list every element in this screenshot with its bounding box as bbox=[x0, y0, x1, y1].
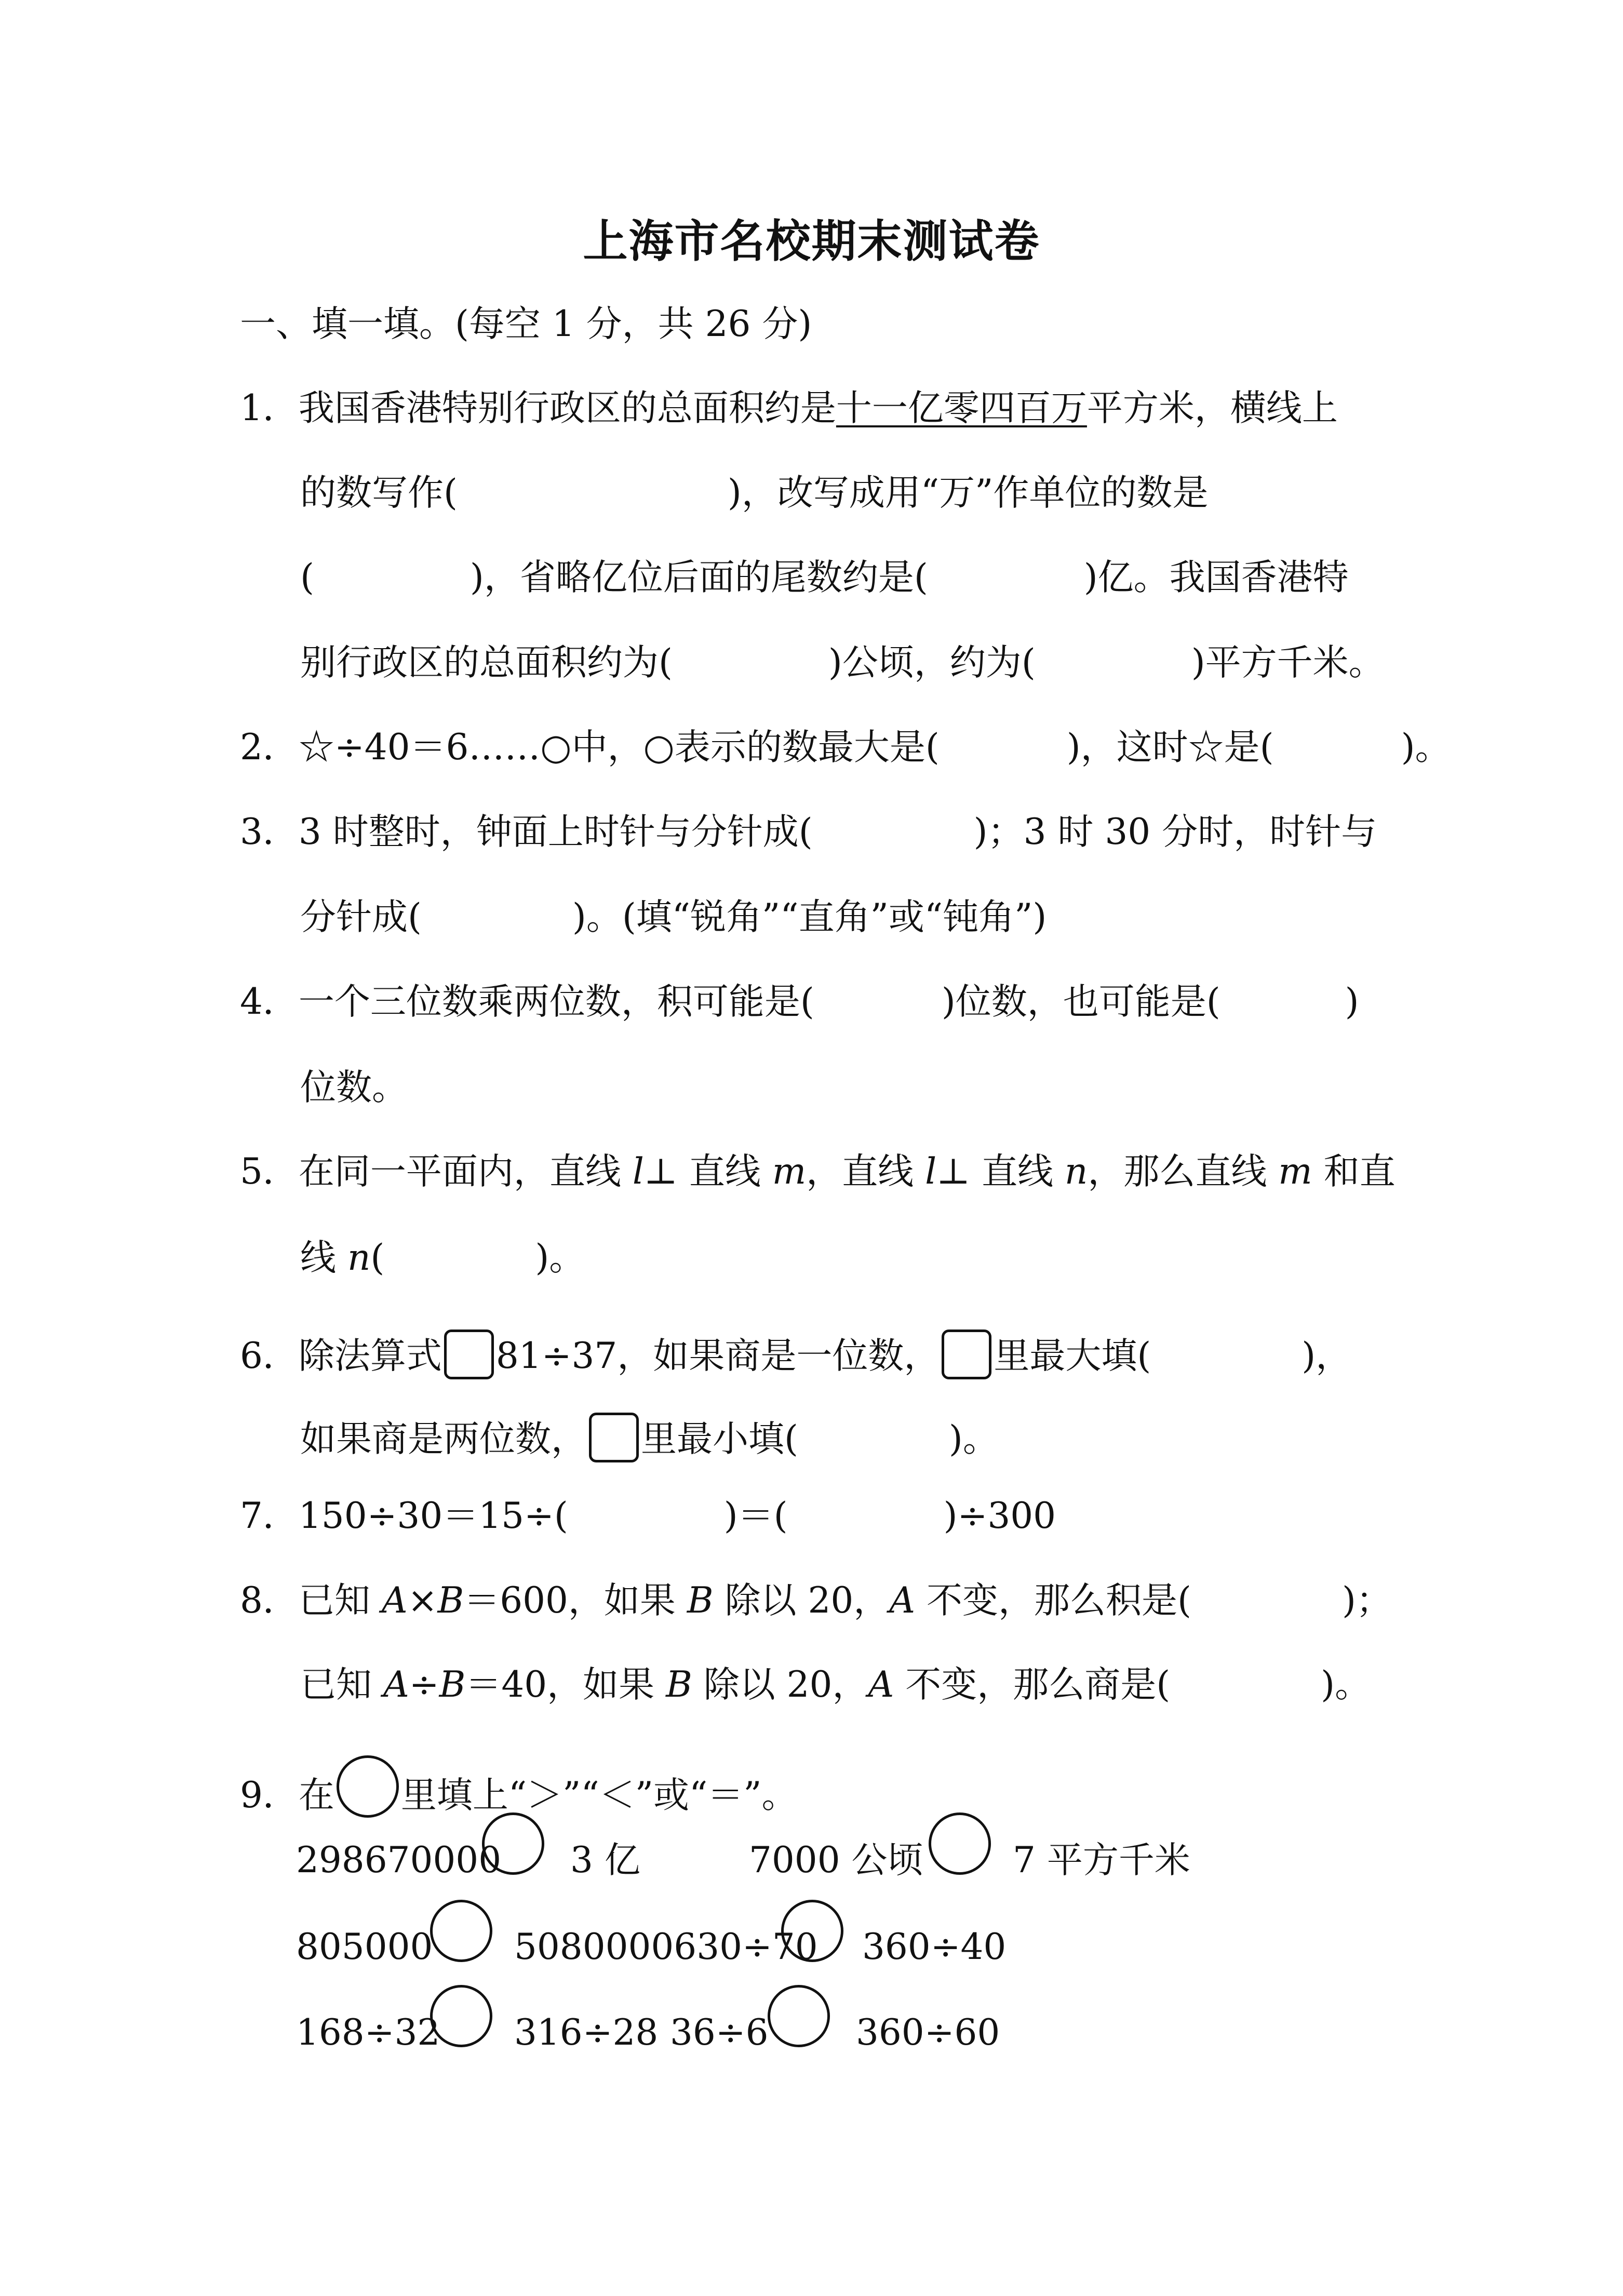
page-title: 上海市名校期末测试卷 bbox=[583, 216, 1040, 267]
question-number: 9． bbox=[240, 1775, 299, 1816]
question-6-line-1: 6．除法算式 81÷37，如果商是一位数， 里最大填( )， bbox=[240, 1330, 1351, 1379]
question-3-line-2: 分针成( )。(填“锐角”“直角”或“钝角”) bbox=[300, 896, 1047, 938]
digit-box bbox=[589, 1413, 639, 1462]
section-heading: 一、填一填。(每空 1 分，共 26 分) bbox=[240, 303, 812, 345]
compare-left: 168÷32 bbox=[296, 2012, 440, 2053]
question-number: 4． bbox=[240, 981, 299, 1023]
question-2: 2．☆÷40＝6……○中，○表示的数最大是( )，这时☆是( )。 bbox=[240, 727, 1451, 768]
question-number: 5． bbox=[240, 1151, 299, 1192]
compare-circle[interactable] bbox=[929, 1812, 991, 1875]
digit-box bbox=[444, 1330, 494, 1379]
question-1-line-4: 别行政区的总面积约为( )公顷，约为( )平方千米。 bbox=[300, 642, 1385, 683]
question-3-line-1: 3．3 时整时，钟面上时针与分针成( )；3 时 30 分时，时针与 bbox=[240, 811, 1377, 853]
compare-right: 316÷28 bbox=[514, 2012, 659, 2053]
question-number: 8． bbox=[240, 1580, 299, 1621]
question-1-line-1: 1．我国香港特别行政区的总面积约是十一亿零四百万平方米，横线上 bbox=[240, 387, 1338, 429]
question-number: 1． bbox=[240, 387, 299, 429]
question-1-line-3: ( )，省略亿位后面的尾数约是( )亿。我国香港特 bbox=[300, 557, 1349, 598]
question-6-line-2: 如果商是两位数， 里最小填( )。 bbox=[300, 1413, 999, 1462]
compare-right: 360÷40 bbox=[862, 1926, 1007, 1968]
compare-right: 5080000630÷70 bbox=[514, 1926, 818, 1968]
compare-right: 3 亿 bbox=[570, 1840, 640, 1881]
compare-circle[interactable] bbox=[430, 1985, 492, 2047]
question-4-line-1: 4．一个三位数乘两位数，积可能是( )位数，也可能是( ) bbox=[240, 981, 1359, 1023]
digit-box bbox=[942, 1330, 991, 1379]
compare-left: 36÷6 bbox=[670, 2012, 769, 2053]
compare-circle[interactable] bbox=[482, 1812, 544, 1875]
question-9-line-1: 9．在 里填上“＞”“＜”或“＝”。 bbox=[240, 1755, 798, 1818]
question-5-line-1: 5．在同一平面内，直线 l⊥ 直线 m，直线 l⊥ 直线 n，那么直线 m 和直 bbox=[240, 1151, 1396, 1192]
compare-circle[interactable] bbox=[430, 1900, 492, 1962]
compare-left: 7000 公顷 bbox=[749, 1840, 923, 1881]
compare-circle bbox=[337, 1755, 399, 1818]
question-number: 2． bbox=[240, 727, 299, 768]
question-8-line-1: 8．已知 A×B＝600，如果 B 除以 20，A 不变，那么积是( )； bbox=[240, 1580, 1392, 1621]
question-8-line-2: 已知 A÷B＝40，如果 B 除以 20，A 不变，那么商是( )。 bbox=[300, 1664, 1371, 1706]
question-number: 3． bbox=[240, 811, 299, 853]
question-number: 7． bbox=[240, 1495, 299, 1537]
question-7: 7．150÷30＝15÷( )＝( )÷300 bbox=[240, 1495, 1056, 1537]
question-number: 6． bbox=[240, 1335, 299, 1377]
compare-circle[interactable] bbox=[781, 1900, 843, 1962]
question-1-line-2: 的数写作( )，改写成用“万”作单位的数是 bbox=[300, 472, 1209, 514]
compare-right: 7 平方千米 bbox=[1013, 1840, 1190, 1881]
compare-left: 298670000 bbox=[296, 1840, 502, 1881]
compare-right: 360÷60 bbox=[856, 2012, 1000, 2053]
compare-circle[interactable] bbox=[768, 1985, 830, 2047]
underlined-number: 十一亿零四百万 bbox=[836, 387, 1087, 429]
question-4-line-2: 位数。 bbox=[300, 1067, 408, 1108]
compare-left: 805000 bbox=[296, 1926, 433, 1968]
question-5-line-2: 线 n( )。 bbox=[300, 1237, 585, 1279]
